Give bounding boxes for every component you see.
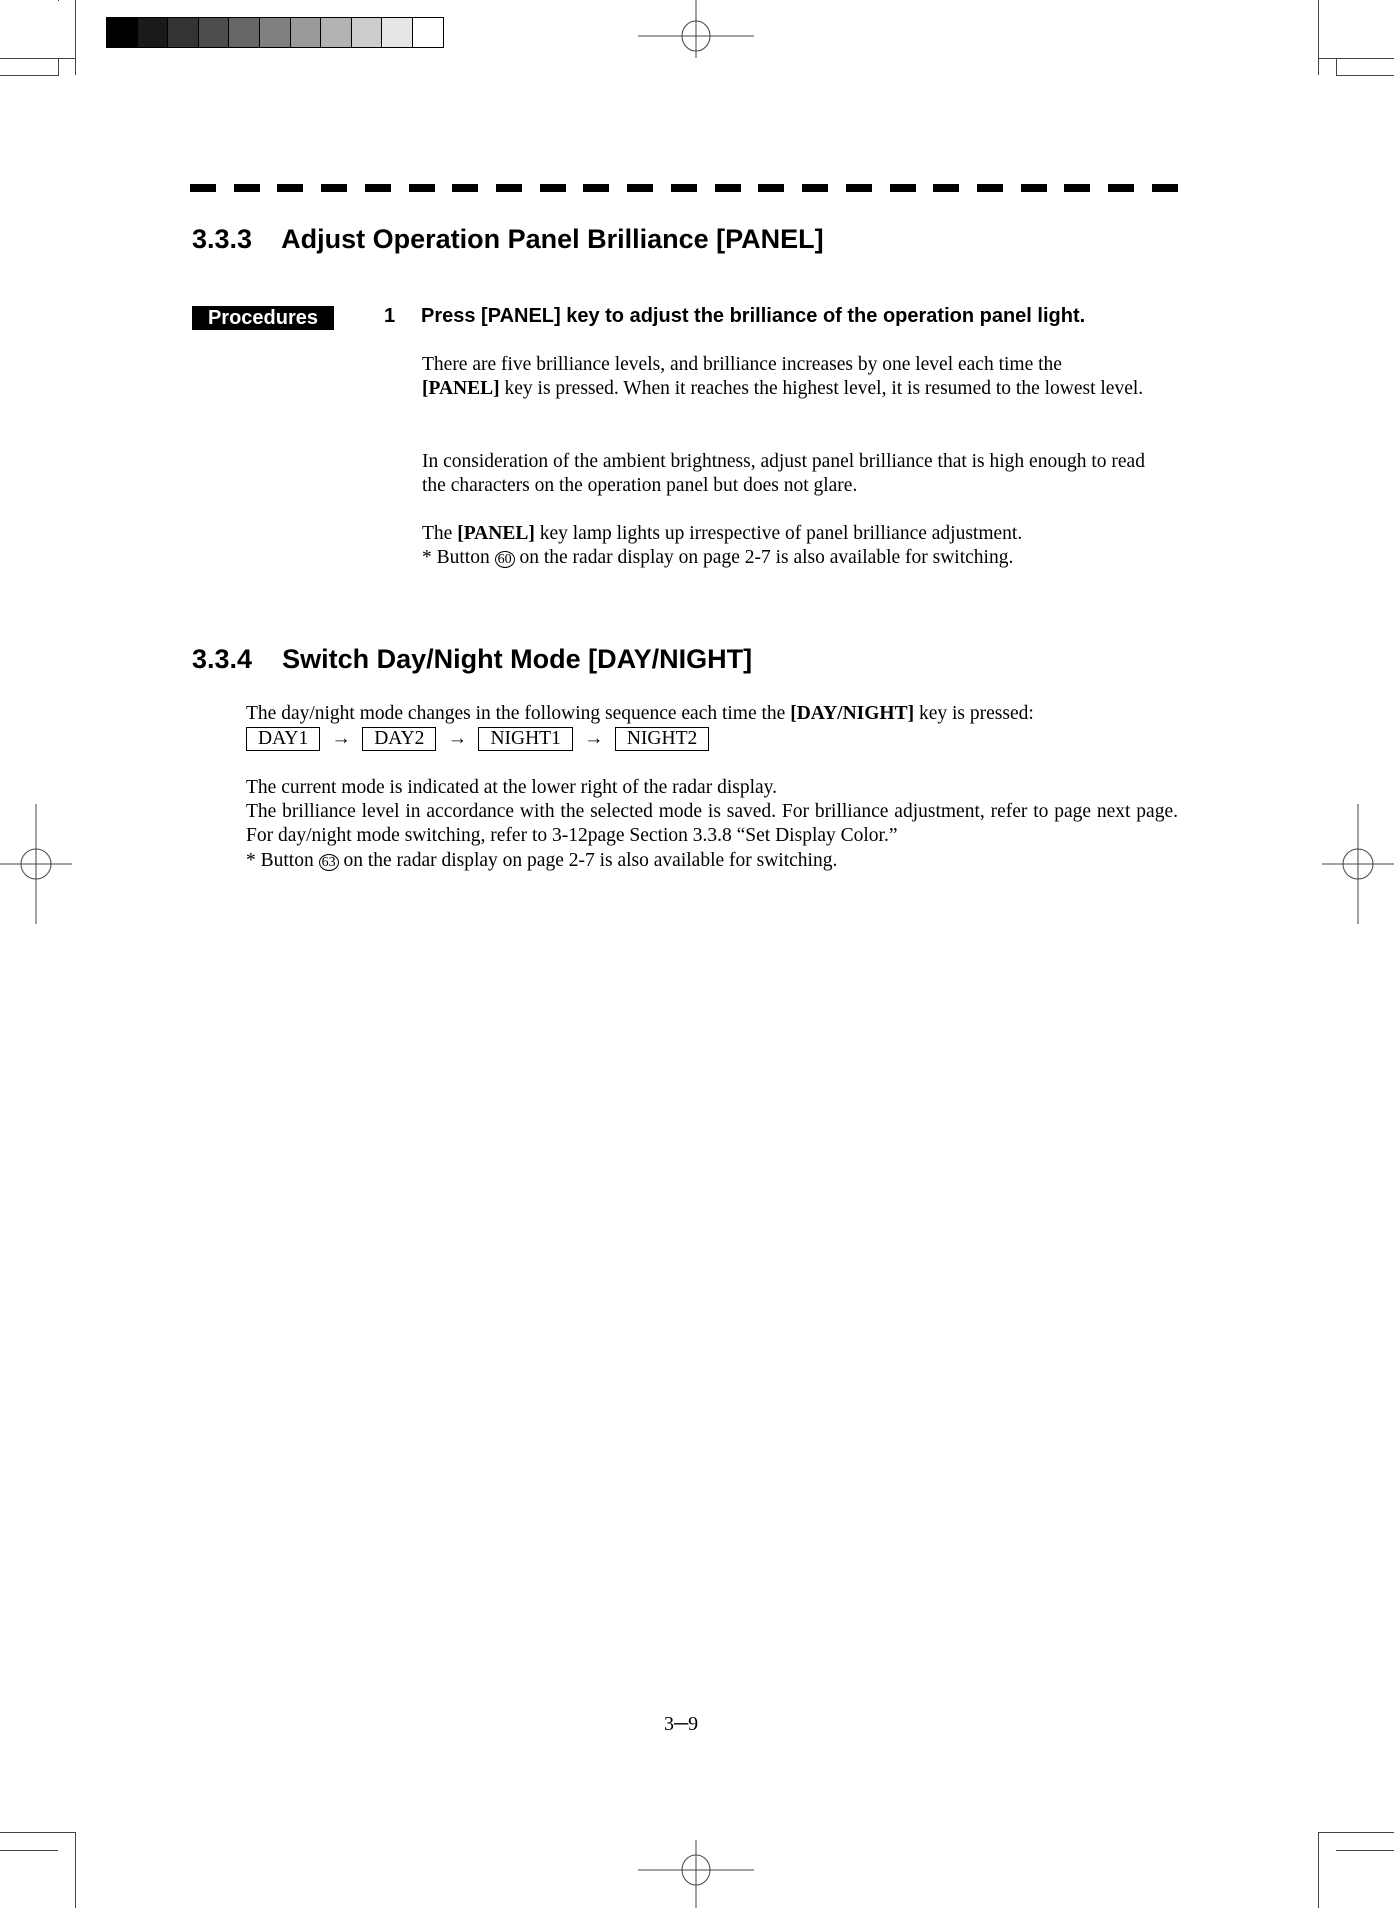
- mode-day1: DAY1: [246, 727, 320, 751]
- dash: [1108, 184, 1134, 192]
- dash: [583, 184, 609, 192]
- mode-day2: DAY2: [362, 727, 436, 751]
- dash: [496, 184, 522, 192]
- dash: [758, 184, 784, 192]
- gray-swatch: [290, 18, 321, 47]
- dash: [1021, 184, 1047, 192]
- dash: [846, 184, 872, 192]
- paragraph: * Button 63 on the radar display on page 2-7 is also available for switching.: [246, 850, 838, 871]
- dash: [190, 184, 216, 192]
- step-number: 1: [384, 305, 396, 327]
- circled-number-icon: 60: [495, 551, 515, 568]
- gray-swatch: [381, 18, 412, 47]
- dashed-rule: [190, 184, 1178, 192]
- paragraph: The brilliance level in accordance with the selected mode is saved. For brilliance adjustment, refer to page next page. For day/night mode switching, refer to 3-12page Section 3.3.8 “Set Display Color.”: [246, 801, 1178, 847]
- gray-swatch: [137, 18, 168, 47]
- dash: [715, 184, 741, 192]
- paragraph: The day/night mode changes in the following sequence each time the [DAY/NIGHT] key is pressed:: [246, 703, 1034, 724]
- arrow-icon: →: [447, 728, 468, 749]
- dash: [452, 184, 478, 192]
- crosshair-left-icon: [0, 804, 72, 924]
- dash: [540, 184, 566, 192]
- dash: [933, 184, 959, 192]
- arrow-icon: →: [584, 728, 604, 749]
- section-heading-333: 3.3.3 Adjust Operation Panel Brilliance [PANEL]: [192, 224, 824, 254]
- mode-sequence: [246, 727, 709, 751]
- dash: [365, 184, 391, 192]
- paragraph: There are five brilliance levels, and brilliance increases by one level each time the [PANEL] key is pressed. When it reaches the highest level, it is resumed to the lowest level.: [422, 354, 1144, 400]
- arrow-icon: →: [331, 728, 351, 749]
- paragraph: The current mode is indicated at the lower right of the radar display.: [246, 777, 778, 798]
- dash: [977, 184, 1003, 192]
- gray-swatch: [167, 18, 198, 47]
- dash: [321, 184, 347, 192]
- gray-swatch: [412, 18, 443, 47]
- gray-swatch: [351, 18, 382, 47]
- gray-swatch: [198, 18, 229, 47]
- crosshair-right-icon: [1322, 804, 1394, 924]
- dash: [1064, 184, 1090, 192]
- section-heading-334: 3.3.4 Switch Day/Night Mode [DAY/NIGHT]: [192, 644, 753, 674]
- gray-swatch: [107, 18, 137, 47]
- gray-swatch: [320, 18, 351, 47]
- mode-night1: NIGHT1: [478, 727, 572, 751]
- gray-scale-bar: [106, 17, 444, 48]
- page-number: 3─9: [664, 1713, 699, 1735]
- mode-night2: NIGHT2: [615, 727, 709, 751]
- dash: [890, 184, 916, 192]
- crosshair-top-icon: [636, 0, 756, 60]
- procedures-label: Procedures: [192, 306, 334, 330]
- dash: [802, 184, 828, 192]
- crosshair-bottom-icon: [636, 1840, 756, 1908]
- paragraph: In consideration of the ambient brightness, adjust panel brilliance that is high enough to read the characters on the operation panel but does not glare.: [422, 451, 1145, 497]
- dash: [671, 184, 697, 192]
- dash: [277, 184, 303, 192]
- dash: [234, 184, 260, 192]
- paragraph: The [PANEL] key lamp lights up irrespective of panel brilliance adjustment. * Button 60 on the radar display on page 2-7 is also available for switching.: [422, 523, 1023, 569]
- dash: [409, 184, 435, 192]
- gray-swatch: [228, 18, 259, 47]
- circled-number-icon: 63: [319, 854, 339, 871]
- dash: [1152, 184, 1178, 192]
- gray-swatch: [259, 18, 290, 47]
- step-text: Press [PANEL] key to adjust the brilliance of the operation panel light.: [421, 305, 1086, 327]
- dash: [627, 184, 653, 192]
